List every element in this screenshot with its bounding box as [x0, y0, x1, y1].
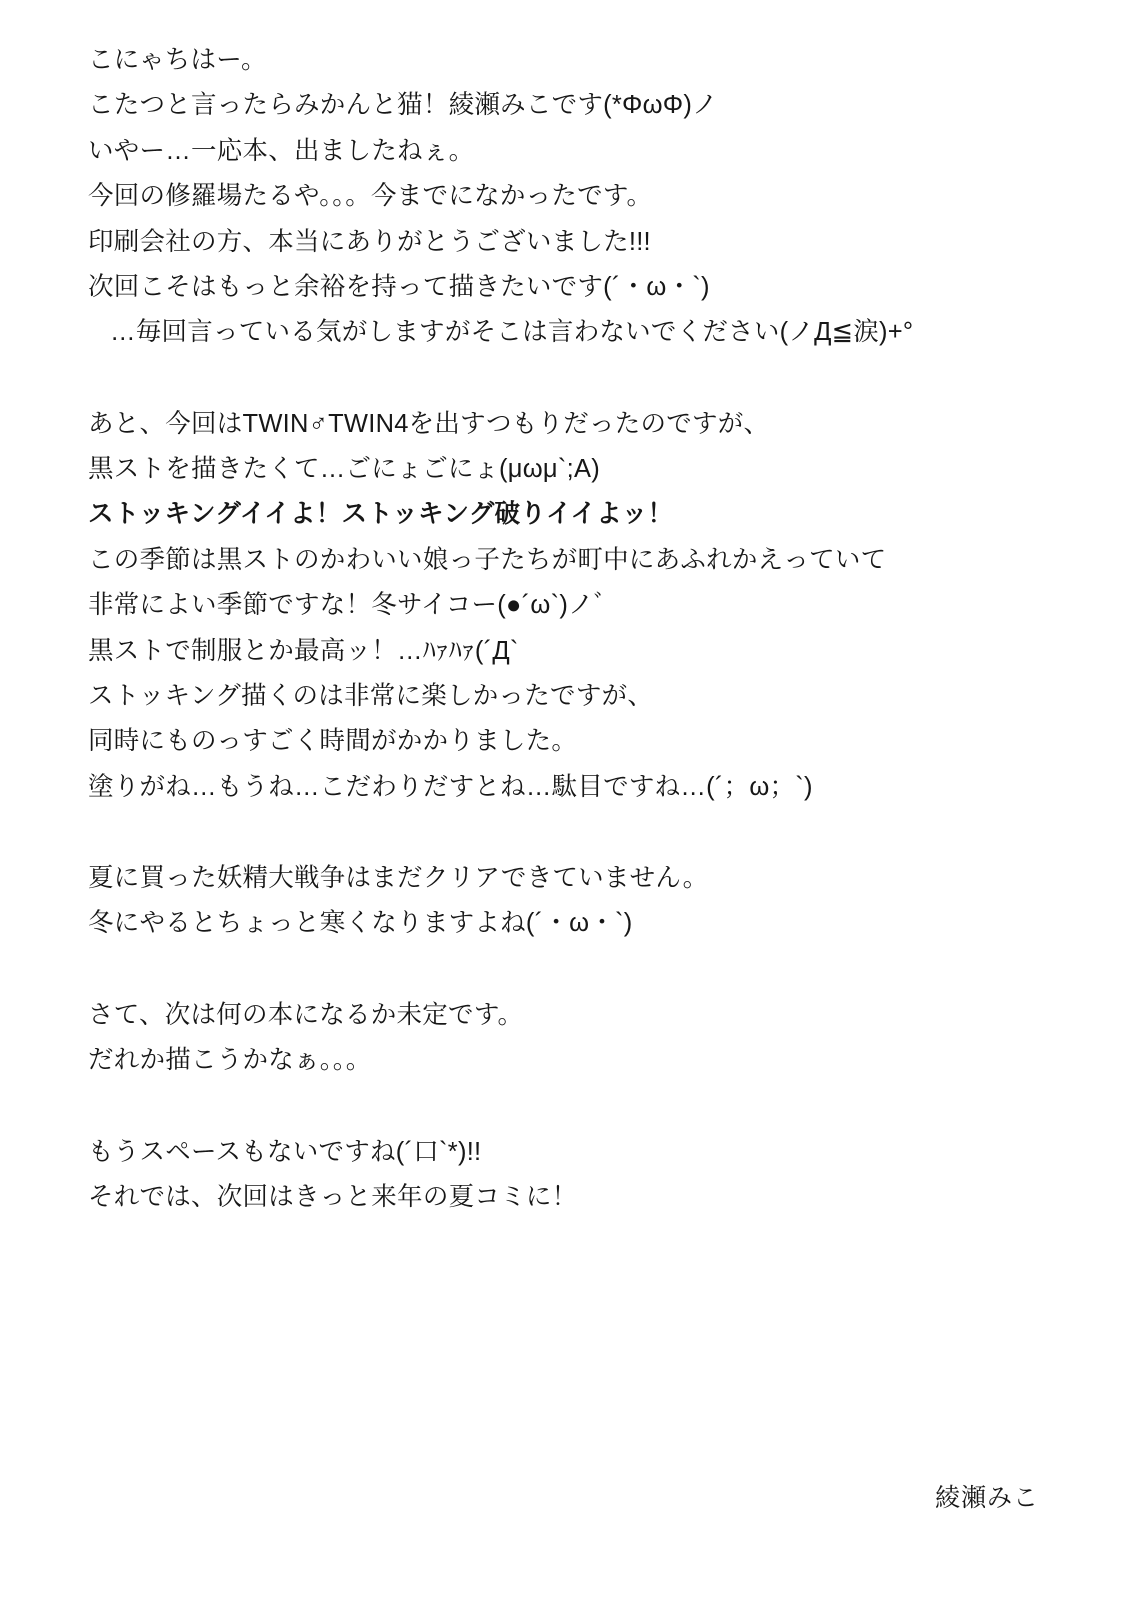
- text-line: 黒ストで制服とか最高ッ！…ﾊｧﾊｧ(´Д`: [88, 636, 519, 665]
- text-line-emphasis: ストッキングイイよ！ストッキング破りイイよッ！: [88, 500, 674, 529]
- text-line: 夏に買った妖精大戦争はまだクリアできていません。: [88, 864, 709, 892]
- text-line: …毎回言っている気がしますがそこは言わないでください(ノД≦涙)+°: [110, 318, 914, 347]
- paragraph-5: [88, 1130, 1057, 1221]
- paragraph-4: [88, 993, 1057, 1084]
- text-line: 塗りがね…もうね…こだわりだすとね…駄目ですね…(´；ω；`): [88, 772, 813, 801]
- paragraph-spacer: [88, 1084, 1057, 1130]
- author-signature: 綾瀬みこ: [934, 1484, 1039, 1512]
- text-line: 非常によい季節ですな！冬サイコー(●´ω`)ノﾞ: [88, 591, 607, 620]
- text-line: 同時にものっすごく時間がかかりました。: [88, 727, 578, 756]
- text-line: だれか描こうかなぁ。。。: [88, 1046, 372, 1075]
- text-line: さて、次は何の本になるか未定です。: [88, 1000, 524, 1029]
- text-line: あと、今回はTWIN♂TWIN4を出すつもりだったのですが、: [88, 409, 770, 438]
- paragraph-spacer: [88, 947, 1057, 993]
- text-line: こたつと言ったらみかんと猫！綾瀬みこです(*ΦωΦ)ノ: [88, 91, 718, 120]
- text-line: 今回の修羅場たるや。。。今までになかったです。: [88, 182, 653, 211]
- paragraph-1: [88, 38, 1057, 356]
- afterword-text-block: [88, 38, 1057, 1220]
- paragraph-3: [88, 856, 1057, 947]
- paragraph-2: [88, 402, 1057, 810]
- text-line: もうスペースもないですね(´口`*)!!: [88, 1137, 482, 1166]
- text-line: 黒ストを描きたくて…ごにょごにょ(μωμ`;A): [88, 455, 600, 483]
- text-line: それでは、次回はきっと来年の夏コミに！: [88, 1182, 578, 1211]
- text-line: いやー…一応本、出ましたねぇ。: [88, 136, 475, 165]
- text-line: 冬にやるとちょっと寒くなりますよね(´・ω・`): [88, 909, 633, 938]
- text-line: ストッキング描くのは非常に楽しかったですが、: [88, 681, 654, 710]
- paragraph-spacer: [88, 810, 1057, 856]
- text-line: この季節は黒ストのかわいい娘っ子たちが町中にあふれかえっていて: [88, 545, 887, 574]
- text-line: こにゃちはー。: [88, 46, 267, 74]
- paragraph-spacer: [88, 356, 1057, 402]
- text-line: 印刷会社の方、本当にありがとうございました!!!: [88, 227, 651, 256]
- text-line: 次回こそはもっと余裕を持って描きたいです(´・ω・`): [88, 272, 710, 301]
